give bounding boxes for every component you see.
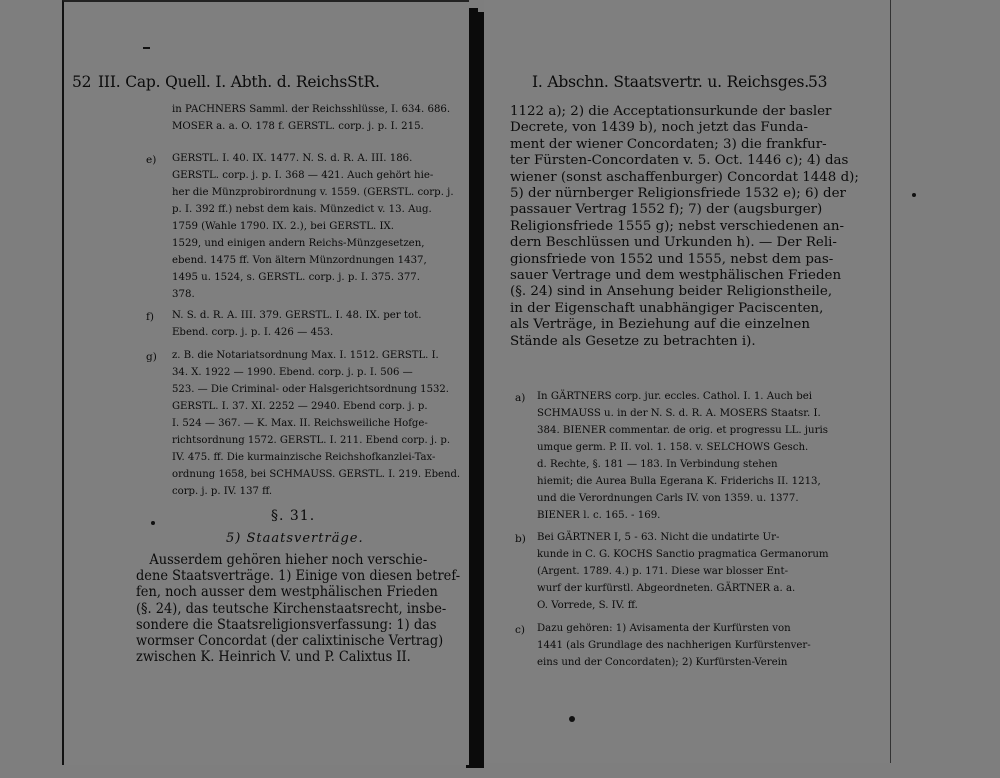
footnote-line: corp. j. p. IV. 137 ff. [172,486,273,497]
body-line: ter Fürsten-Concordaten v. 5. Oct. 1446 c); 4) das [510,153,849,169]
footnote-marker: g) [146,351,157,363]
body-line: sauer Vertrage und dem westphälischen Frieden [510,268,842,284]
footnote-marker: c) [515,624,525,636]
footnote-line: MOSER a. a. O. 178 f. GERSTL. corp. j. p. I. 215. [172,121,424,132]
footnote-line: kunde in C. G. KOCHS Sanctio pragmatica Germanorum [537,549,829,560]
footnote-marker: b) [515,533,526,545]
footnote-line: GERSTL. I. 40. IX. 1477. N. S. d. R. A. III. 186. [172,153,413,164]
ink-mark [143,47,150,49]
footnote-f [172,307,421,341]
ink-dot [569,716,575,722]
body-line: fen, noch ausser dem westphälischen Frieden [136,584,438,601]
footnote-line: GERSTL. corp. j. p. I. 368 — 421. Auch gehört hie- [172,170,434,181]
section-number: §. 31. [271,508,316,524]
body-line: gionsfriede von 1552 und 1555, nebst dem pas- [510,251,834,267]
footnote-line: p. I. 392 ff.) nebst dem kais. Münzedict v. 13. Aug. [172,204,432,215]
body-line: wiener (sonst aschaffenburger) Concordat 1448 d); [510,169,859,185]
footnote-line: in PACHNERS Samml. der Reichsshlüsse, I. 634. 686. [172,104,451,115]
footnote-line: und die Verordnungen Carls IV. von 1359. u. 1377. [537,493,799,504]
footnote-line: Dazu gehören: 1) Avisamenta der Kurfürsten von [537,623,791,634]
footnote-line: 1759 (Wahle 1790. IX. 2.), bei GERSTL. IX. [172,221,395,232]
body-line: (§. 24) sind in Ansehung beider Religionstheile, [510,284,833,300]
footnote-marker: a) [515,392,526,404]
body-line: zwischen K. Heinrich V. und P. Calixtus II. [136,649,411,666]
footnote-line: her die Münzprobirordnung v. 1559. (GERSTL. corp. j. [172,187,454,198]
body-line: wormser Concordat (der calixtinische Vertrag) [136,633,444,650]
footnote-line: 1441 (als Grundlage des nachherigen Kurfürstenver- [537,640,811,651]
footnote-line: Ebend. corp. j. p. I. 426 — 453. [172,327,334,338]
body-line: ment der wiener Concordaten; 3) die frankfur- [510,136,827,152]
body-line: dene Staatsverträge. 1) Einige von diesen betref- [136,568,461,585]
footnote-line: 384. BIENER commentar. de orig. et progressu LL. juris [537,425,828,436]
footnote-line: ordnung 1658, bei SCHMAUSS. GERSTL. I. 219. Ebend. [172,469,461,480]
ink-dot [151,521,155,525]
footnote-line: z. B. die Notariatsordnung Max. I. 1512. GERSTL. I. [172,350,439,361]
footnote-line: Bei GÄRTNER I, 5 - 63. Nicht die undatirte Ur- [537,532,780,543]
right-page-number: 53 [808,73,828,91]
right-running-head: I. Abschn. Staatsvertr. u. Reichsges. [532,73,810,91]
body-line: (§. 24), das teutsche Kirchenstaatsrecht, insbe- [136,600,447,617]
footnote-line: 1529, und einigen andern Reichs-Münzgesetzen, [172,238,425,249]
body-line: Ausserdem gehören hieher noch verschie- [149,552,428,568]
footnote-a [537,388,828,524]
body-line: dern Beschlüssen und Urkunden h). — Der Reli- [510,235,837,251]
footnote-line: hiemit; die Aurea Bulla Egerana K. Friderichs II. 1213, [537,476,821,487]
footnote-c [537,620,811,671]
body-line: Religionsfriede 1555 g); nebst verschiedenen an- [510,218,844,234]
footnote-line: SCHMAUSS u. in der N. S. d. R. A. MOSERS Staatsr. I. [537,408,821,419]
body-line: sondere die Staatsreligionsverfassung: 1) das [136,616,437,633]
footnote-b [537,529,829,614]
footnote-line: 523. — Die Criminal- oder Halsgerichtsordnung 1532. [172,384,450,395]
body-line: Stände als Gesetze zu betrachten i). [510,333,756,349]
body-line: passauer Vertrag 1552 f); 7) der (augsburger) [510,202,823,218]
footnote-line: 34. X. 1922 — 1990. Ebend. corp. j. p. I. 506 — [172,367,413,378]
left-running-head: III. Cap. Quell. I. Abth. d. ReichsStR. [98,73,380,91]
left-page-number: 52 [72,73,92,91]
right-body-text [510,104,859,350]
body-line: in der Eigenschaft unabhängiger Paciscenten, [510,300,824,316]
footnote-e [172,150,454,303]
footnote-line: In GÄRTNERS corp. jur. eccles. Cathol. I. 1. Auch bei [537,391,813,402]
top-footnote-continuation [172,101,450,135]
body-line: 5) der nürnberger Religionsfriede 1532 e); 6) der [510,186,846,202]
body-line: 1122 a); 2) die Acceptationsurkunde der basler [510,104,832,119]
footnote-marker: e) [146,154,157,166]
footnote-line: (Argent. 1789. 4.) p. 171. Diese war blosser Ent- [537,566,789,577]
ink-dot [912,193,916,197]
footnote-line: I. 524 — 367. — K. Max. II. Reichsweiliche Hofge- [172,418,428,429]
footnote-g [172,347,463,500]
body-line: Decrete, von 1439 b), noch jetzt das Funda- [510,120,808,136]
footnote-line: d. Rechte, §. 181 — 183. In Verbindung stehen [537,459,778,470]
footnote-marker: f) [146,311,154,323]
footnote-line: ebend. 1475 ff. Von ältern Münzordnungen 1437, [172,255,427,266]
footnote-line: eins und der Concordaten); 2) Kurfürsten-Verein [537,657,788,668]
footnote-line: BIENER l. c. 165. - 169. [537,510,661,521]
footnote-line: wurf der kurfürstl. Abgeordneten. GÄRTNER a. a. [537,583,796,594]
section-title: 5) Staatsverträge. [226,531,364,546]
footnote-line: umque germ. P. II. vol. 1. 158. v. SELCHOWS Gesch. [537,442,809,453]
footnote-line: IV. 475. ff. Die kurmainzische Reichshofkanzlei-Tax- [172,452,436,463]
body-line: als Verträge, in Beziehung auf die einzelnen [510,317,810,333]
footnote-line: 1495 u. 1524, s. GERSTL. corp. j. p. I. 375. 377. [172,272,421,283]
footnote-line: O. Vorrede, S. IV. ff. [537,600,638,611]
footnote-line: 378. [172,289,195,300]
footnote-line: N. S. d. R. A. III. 379. GERSTL. I. 48. IX. per tot. [172,310,422,321]
left-body-text [136,552,476,665]
footnote-line: richtsordnung 1572. GERSTL. I. 211. Ebend corp. j. p. [172,435,451,446]
footnote-line: GERSTL. I. 37. XI. 2252 — 2940. Ebend corp. j. p. [172,401,428,412]
